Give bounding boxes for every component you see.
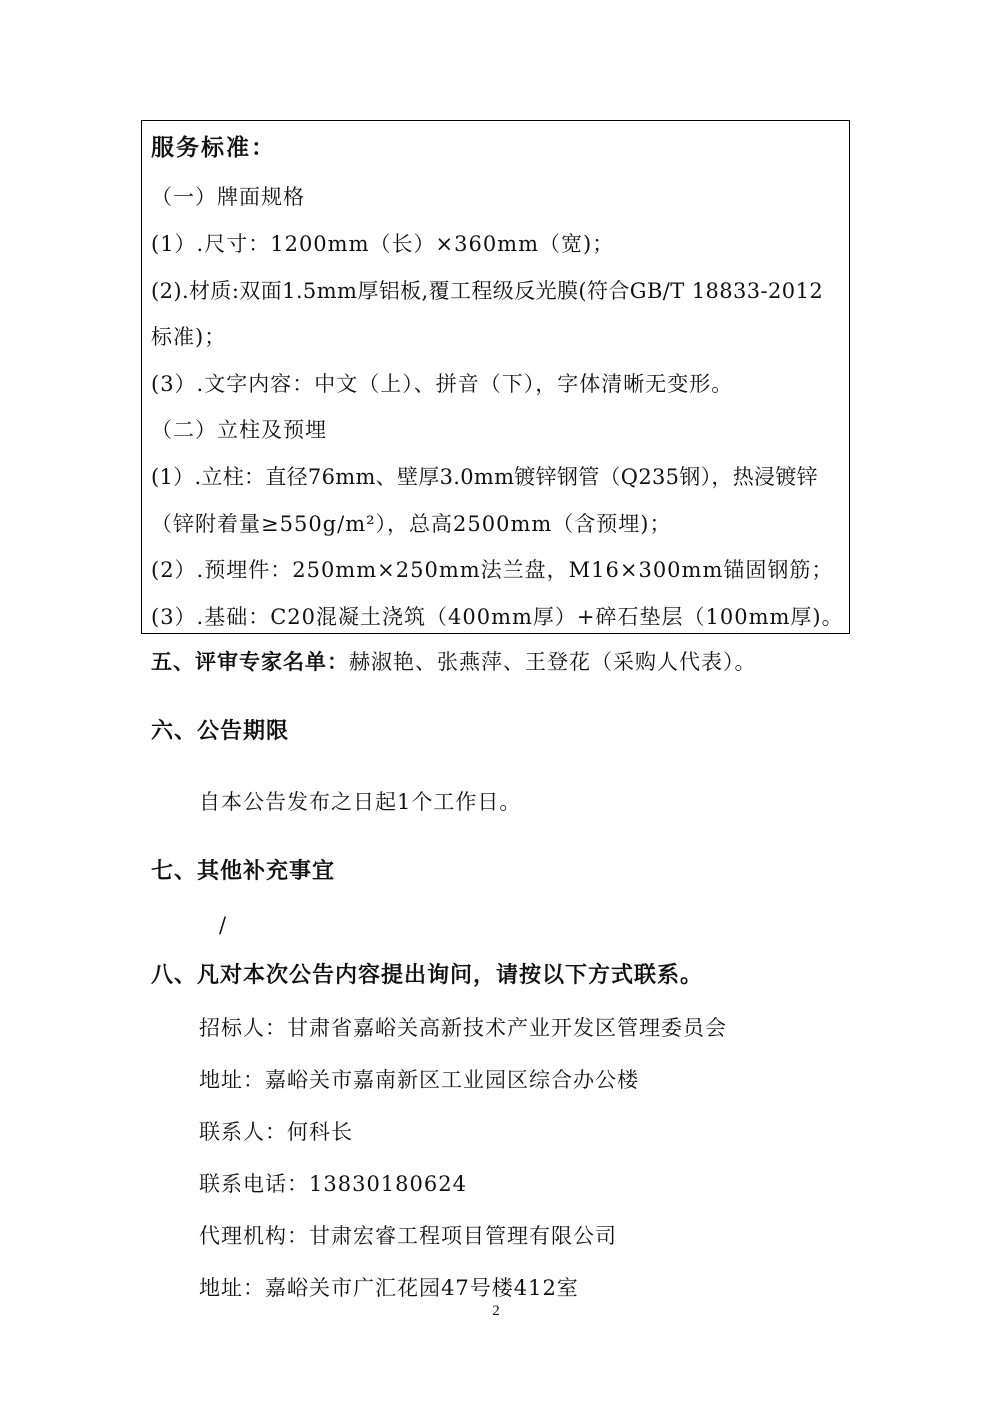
plate-material-item: (2).材质:双面1.5mm厚铝板,覆工程级反光膜(符合GB/T 18833-2012	[151, 279, 824, 303]
agency-address-line: 地址：嘉峪关市广汇花园47号楼412室	[199, 1276, 579, 1300]
contact-heading: 八、凡对本次公告内容提出询问，请按以下方式联系。	[151, 963, 704, 988]
embedded-part-item: (2）.预埋件：250mm×250mm法兰盘，M16×300mm锚固钢筋；	[151, 558, 834, 582]
tenderer-line: 招标人：甘肃省嘉峪关高新技术产业开发区管理委员会	[199, 1016, 727, 1040]
agency-line: 代理机构：甘肃宏睿工程项目管理有限公司	[199, 1224, 617, 1248]
column-spec-item: (1）.立柱：直径76mm、壁厚3.0mm镀锌钢管（Q235钢），热浸镀锌	[151, 465, 818, 489]
foundation-item: (3）.基础：C20混凝土浇筑（400mm厚）+碎石垫层（100mm厚)。	[151, 605, 844, 629]
plate-size-item: (1）.尺寸：1200mm（长）×360mm（宽)；	[151, 232, 615, 256]
contact-person-line: 联系人：何科长	[199, 1120, 353, 1144]
tenderer-address-line: 地址：嘉峪关市嘉南新区工业园区综合办公楼	[199, 1068, 639, 1092]
service-standards-title: 服务标准：	[151, 135, 276, 161]
notice-period-content: 自本公告发布之日起1个工作日。	[199, 790, 522, 814]
expert-list-line	[151, 648, 757, 676]
notice-period-heading: 六、公告期限	[151, 719, 290, 744]
contact-phone-line: 联系电话：13830180624	[199, 1172, 467, 1196]
plate-material-item-cont: 标准)；	[151, 325, 227, 349]
other-matters-content: /	[219, 913, 228, 937]
section-plate-spec-title: （一）牌面规格	[151, 185, 305, 209]
page-number: 2	[492, 1303, 500, 1319]
expert-list-label: 五、评审专家名单：	[151, 650, 349, 674]
other-matters-heading: 七、其他补充事宜	[151, 859, 336, 884]
column-spec-item-cont: （锌附着量≥550g/m²），总高2500mm（含预埋)；	[151, 512, 672, 536]
expert-list-value: 赫淑艳、张燕萍、王登花（采购人代表）。	[349, 650, 757, 674]
section-column-title: （二）立柱及预埋	[151, 418, 327, 442]
plate-text-item: (3）.文字内容：中文（上）、拼音（下），字体清晰无变形。	[151, 372, 734, 396]
